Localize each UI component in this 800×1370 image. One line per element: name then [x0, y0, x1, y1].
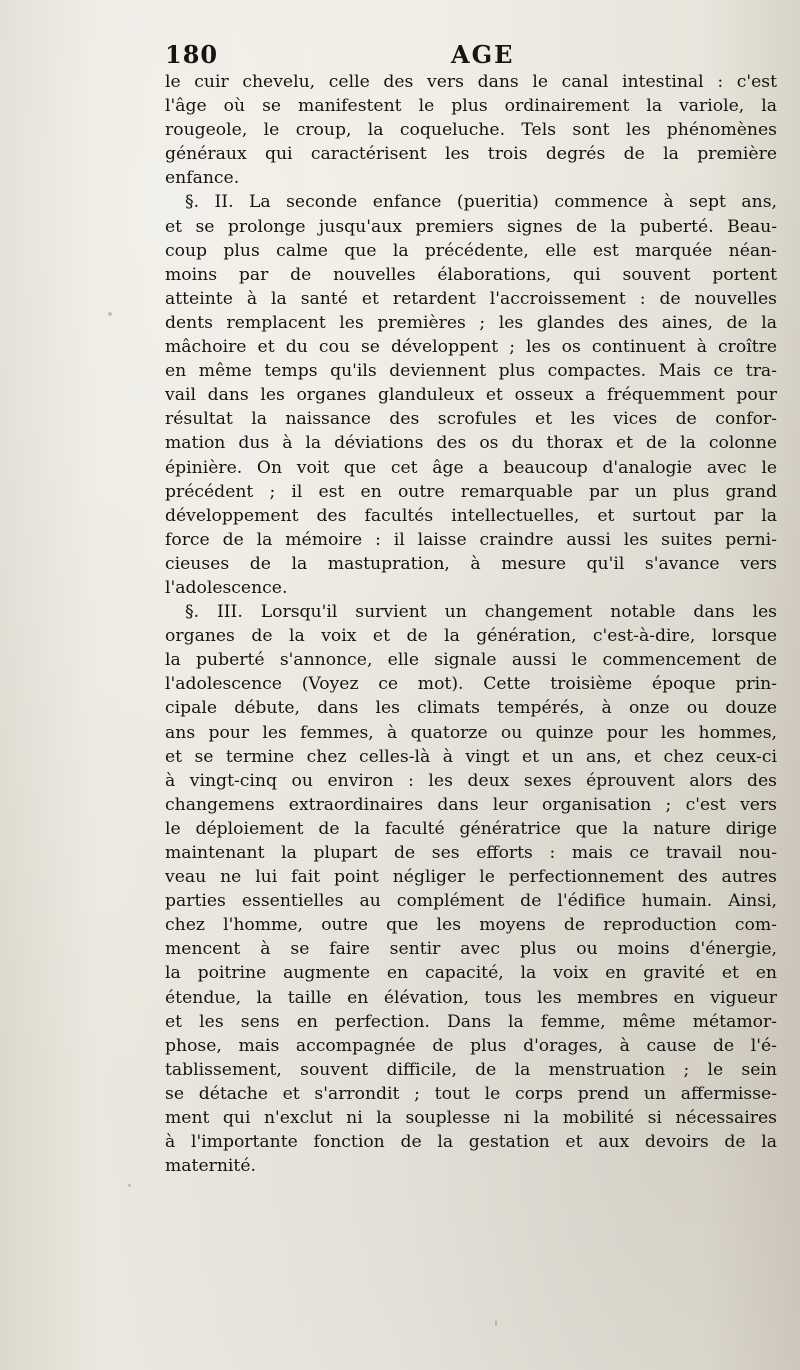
text-line: maternité. — [165, 1156, 256, 1177]
running-head — [165, 40, 775, 72]
text-line: phose, mais accompagnée de plus d'orages, à cause de l'é- — [165, 1035, 777, 1056]
text-line: et se prolonge jusqu'aux premiers signes de la puberté. Beau- — [165, 216, 777, 237]
text-line: le déploiement de la faculté génératrice que la nature dirige — [165, 818, 777, 839]
text-line: ans pour les femmes, à quatorze ou quinze pour les hommes, — [165, 722, 777, 743]
text-line: en même temps qu'ils deviennent plus compactes. Mais ce tra- — [165, 361, 777, 382]
text-line: ment qui n'exclut ni la souplesse ni la mobilité si nécessaires — [165, 1108, 777, 1129]
text-line: et se termine chez celles-là à vingt et un ans, et chez ceux-ci — [165, 746, 777, 767]
page-number: 180 — [165, 40, 219, 69]
text-line: l'adolescence. — [165, 577, 288, 598]
paragraph — [165, 70, 777, 190]
text-line: enfance. — [165, 168, 240, 189]
body-text — [165, 70, 777, 1178]
text-line: parties essentielles au complément de l'édifice humain. Ainsi, — [165, 891, 777, 912]
text-line: organes de la voix et de la génération, c'est-à-dire, lorsque — [165, 626, 777, 647]
text-line: maintenant la plupart de ses efforts : mais ce travail nou- — [165, 843, 777, 863]
text-line: veau ne lui fait point négliger le perfectionnement des autres — [165, 867, 777, 888]
text-line: généraux qui caractérisent les trois degrés de la première — [165, 144, 777, 165]
text-line: à l'importante fonction de la gestation et aux devoirs de la — [165, 1132, 777, 1153]
text-line: coup plus calme que la précédente, elle est marquée néan- — [165, 240, 777, 261]
text-line: mâchoire et du cou se développent ; les os continuent à croître — [165, 337, 777, 358]
text-line: l'âge où se manifestent le plus ordinairement la variole, la — [165, 96, 777, 117]
text-line: épinière. On voit que cet âge a beaucoup d'analogie avec le — [165, 457, 777, 478]
text-line: atteinte à la santé et retardent l'accroissement : de nouvelles — [165, 288, 777, 309]
ink-spot — [128, 1184, 131, 1187]
paragraph — [165, 190, 777, 600]
text-line: se détache et s'arrondit ; tout le corps prend un affermisse- — [165, 1083, 777, 1104]
text-line: chez l'homme, outre que les moyens de reproduction com- — [165, 915, 777, 936]
text-line: cipale débute, dans les climats tempérés, à onze ou douze — [165, 698, 777, 719]
text-line: et les sens en perfection. Dans la femme, même métamor- — [165, 1011, 777, 1032]
ink-spot — [495, 1320, 497, 1326]
text-line: vail dans les organes glanduleux et osseux a fréquemment pour — [165, 385, 777, 406]
text-line: mation dus à la déviations des os du thorax et de la colonne — [165, 433, 777, 454]
text-line: changemens extraordinaires dans leur organisation ; c'est vers — [165, 794, 777, 815]
paragraph — [165, 600, 777, 1178]
ink-spot — [108, 312, 112, 316]
text-line: §. III. Lorsqu'il survient un changement notable dans les — [185, 602, 777, 623]
text-line: la puberté s'annonce, elle signale aussi le commencement de — [165, 650, 777, 671]
text-line: étendue, la taille en élévation, tous les membres en vigueur — [165, 987, 777, 1008]
text-line: la poitrine augmente en capacité, la voix en gravité et en — [165, 963, 777, 984]
text-line: §. II. La seconde enfance (pueritia) commence à sept ans, — [185, 192, 777, 213]
text-line: à vingt-cinq ou environ : les deux sexes éprouvent alors des — [165, 770, 777, 791]
text-line: résultat la naissance des scrofules et les vices de confor- — [165, 409, 777, 430]
text-line: tablissement, souvent difficile, de la menstruation ; le sein — [165, 1059, 777, 1080]
text-line: le cuir chevelu, celle des vers dans le canal intestinal : c'est — [165, 72, 777, 92]
text-line: moins par de nouvelles élaborations, qui souvent portent — [165, 264, 777, 285]
text-line: précédent ; il est en outre remarquable par un plus grand — [165, 481, 777, 502]
text-line: force de la mémoire : il laisse craindre aussi les suites perni- — [165, 529, 777, 550]
text-line: cieuses de la mastupration, à mesure qu'il s'avance vers — [165, 553, 777, 574]
text-line: l'adolescence (Voyez ce mot). Cette troisième époque prin- — [165, 674, 777, 695]
text-line: développement des facultés intellectuelles, et surtout par la — [165, 505, 777, 526]
text-line: dents remplacent les premières ; les glandes des aines, de la — [165, 312, 777, 333]
text-line: rougeole, le croup, la coqueluche. Tels sont les phénomènes — [165, 120, 777, 141]
text-line: mencent à se faire sentir avec plus ou moins d'énergie, — [165, 939, 777, 960]
page-headword: AGE — [451, 40, 515, 69]
